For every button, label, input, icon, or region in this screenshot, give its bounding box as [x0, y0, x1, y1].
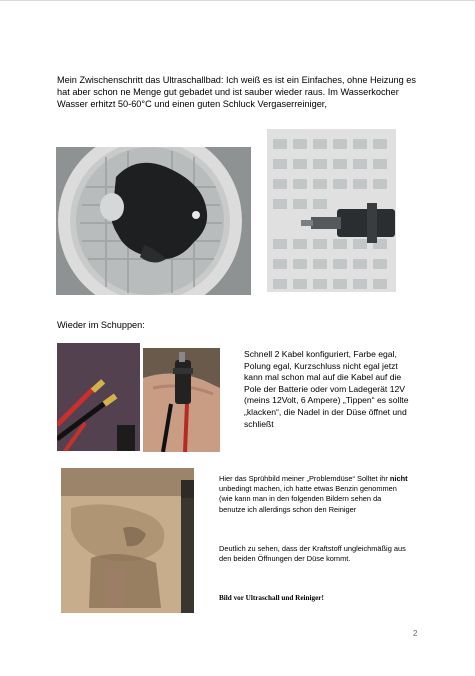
cable-instructions-paragraph: Schnell 2 Kabel konfiguriert, Farbe egal, Polung egal, Kurzschluss nicht egal jetzt kann mal schon mal auf die Kabel auf die Pole der Batterie oder vom Ladegerät 12V (meins 12Volt, 6 Ampere) „Tippen“ es sollte „klacken“, die Nadel in der Düse öffnet und schließt: [244, 349, 409, 429]
spray-pattern-emphasis: nicht: [389, 474, 408, 483]
ultrasonic-bath-photo: [56, 147, 251, 295]
spray-pattern-text-start: Hier das Sprühbild meiner „Problemdüse“ Solltet ihr: [219, 474, 390, 483]
page-number: 2: [413, 629, 418, 638]
hand-holding-injector-photo: [143, 348, 220, 452]
injector-in-basket-photo: [267, 129, 396, 292]
cable-connectors-photo: [57, 343, 140, 451]
section-heading: Wieder im Schuppen:: [57, 320, 145, 330]
fuel-distribution-paragraph: Deutlich zu sehen, dass der Kraftstoff ungleichmäßig aus den beiden Öffnungen der Düse kommt.: [219, 544, 406, 564]
spray-pattern-paragraph: [219, 474, 409, 515]
page-top-border: [0, 0, 475, 1]
image-caption: Bild vor Ultraschall und Reiniger!: [219, 594, 324, 602]
spray-pattern-photo: [61, 468, 194, 613]
spray-pattern-text-end: unbedingt machen, ich hatte etwas Benzin genommen (wie kann man in den folgenden Bildern sehen da benutze ich allerdings schon den Reiniger: [219, 484, 397, 514]
intro-paragraph: Mein Zwischenschritt das Ultraschallbad: Ich weiß es ist ein Einfaches, ohne Heizung es hat aber schon ne Menge gut gebadet und ist sauber wieder raus. Im Wasserkocher Wasser erhitzt 50-60°C und einen guten Schluck Vergaserreiniger,: [57, 75, 416, 110]
